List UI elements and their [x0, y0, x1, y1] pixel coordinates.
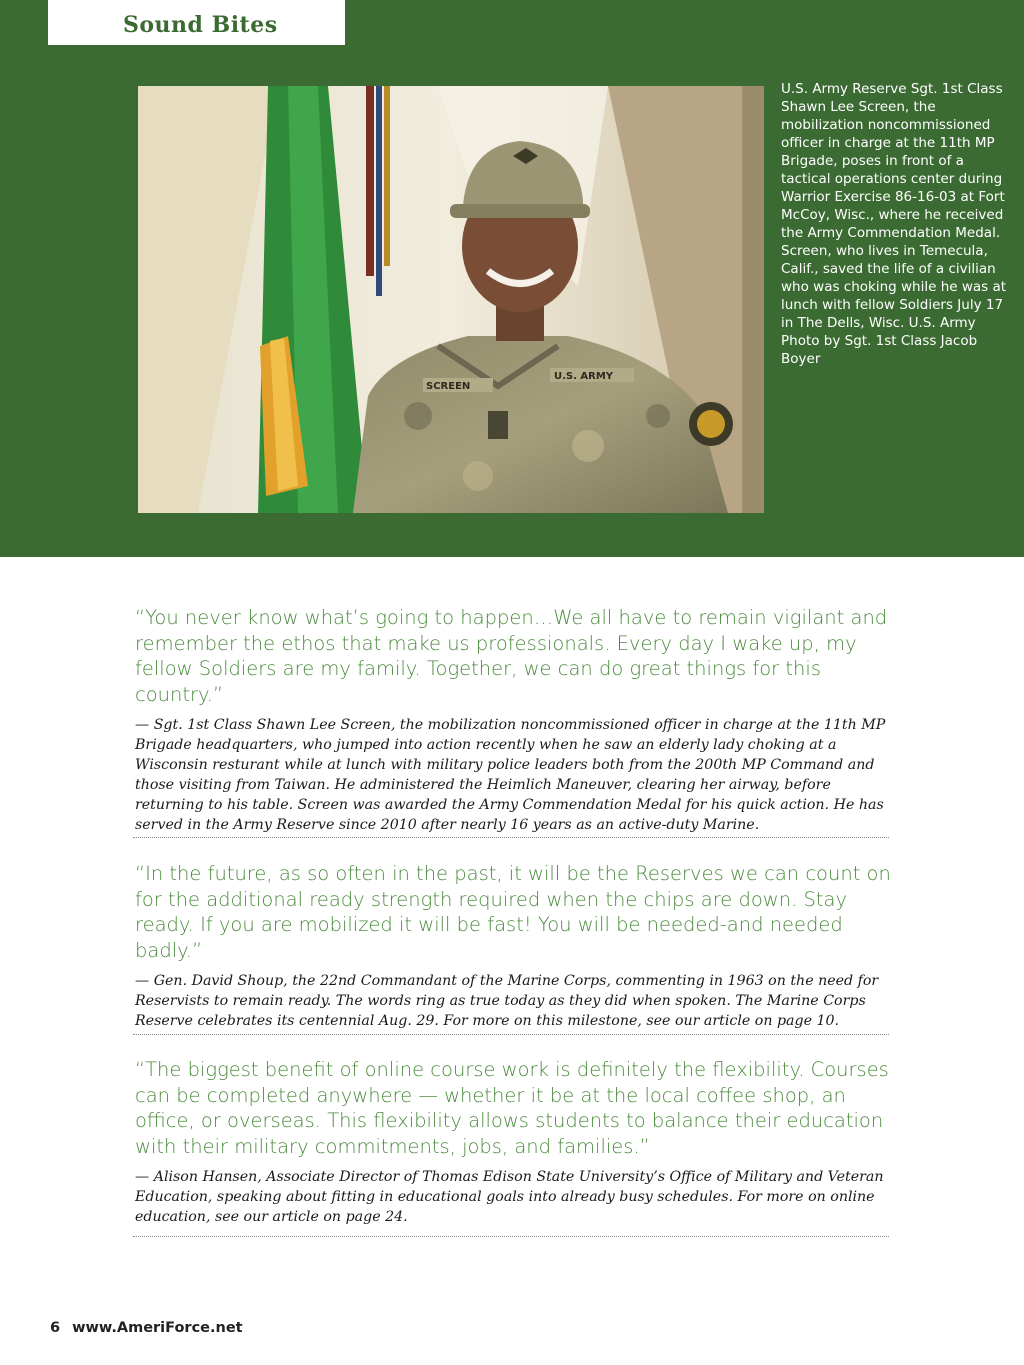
quote-block-2: [135, 861, 897, 1031]
photo-caption: U.S. Army Reserve Sgt. 1st Class Shawn Lee Screen, the mobilization noncommissioned officer in charge at the 11th MP Brigade, poses in front of a tactical operations center during Warrior Exercise 86-16-03 at Fort McCoy, Wisc., where he received the Army Commendation Medal. Screen, who lives in Temecula, Calif., saved the life of a civilian who was choking while he was at lunch with fellow Soldiers July 17 in The Dells, Wisc. U.S. Army Photo by Sgt. 1st Class Jacob Boyer: [781, 81, 1007, 367]
website-link[interactable]: www.AmeriForce.net: [72, 1320, 243, 1336]
quote-text: “The biggest benefit of online course work is definitely the flexibility. Courses can be completed anywhere — whether it be at the local coffee shop, an office, or overseas. This flexibility allows students to balance their education with their military commitments, jobs, and families.”: [135, 1058, 889, 1158]
divider: [133, 1034, 889, 1035]
name-tape: SCREEN: [426, 381, 471, 392]
quote-text: “In the future, as so often in the past, it will be the Reserves we can count on for the additional ready strength required when the chips are down. Stay ready. If you are mobilized it will be fast! You will be needed-and needed badly.”: [135, 862, 891, 962]
soldier-photo-illustration: [138, 86, 764, 513]
quote-text: “You never know what’s going to happen…We all have to remain vigilant and remember the ethos that make us professionals. Every day I wake up, my fellow Soldiers are my family. Together, we can do great things for this country.”: [135, 606, 888, 706]
divider: [133, 837, 889, 838]
quote-attribution: — Gen. David Shoup, the 22nd Commandant of the Marine Corps, commenting in 1963 on the need for Reservists to remain ready. The words ring as true today as they did when spoken. The Marine Corps Reserve celebrates its centennial Aug. 29. For more on this milestone, see our article on page 10.: [135, 973, 879, 1029]
page-number: 6: [50, 1320, 61, 1336]
quote-attribution: — Alison Hansen, Associate Director of Thomas Edison State University’s Office of Military and Veteran Education, speaking about fitting in educational goals into already busy schedules. For more on online education, see our article on page 24.: [135, 1169, 884, 1225]
quote-block-3: [135, 1057, 897, 1227]
soldier-photo: [138, 86, 764, 513]
branch-tape: U.S. ARMY: [554, 371, 614, 382]
section-title: Sound Bites: [123, 12, 278, 38]
divider: [133, 1236, 889, 1237]
page-footer: [50, 1320, 243, 1336]
quote-block-1: [135, 605, 897, 835]
quote-attribution: — Sgt. 1st Class Shawn Lee Screen, the mobilization noncommissioned officer in charge at the 11th MP Brigade headquarters, who jumped into action recently when he saw an elderly lady choking at a Wisconsin resturant while at lunch with military police leaders both from the 200th MP Command and those visiting from Taiwan. He administered the Heimlich Maneuver, clearing her airway, before returning to his table. Screen was awarded the Army Commendation Medal for his quick action. He has served in the Army Reserve since 2010 after nearly 16 years as an active-duty Marine.: [135, 717, 886, 833]
